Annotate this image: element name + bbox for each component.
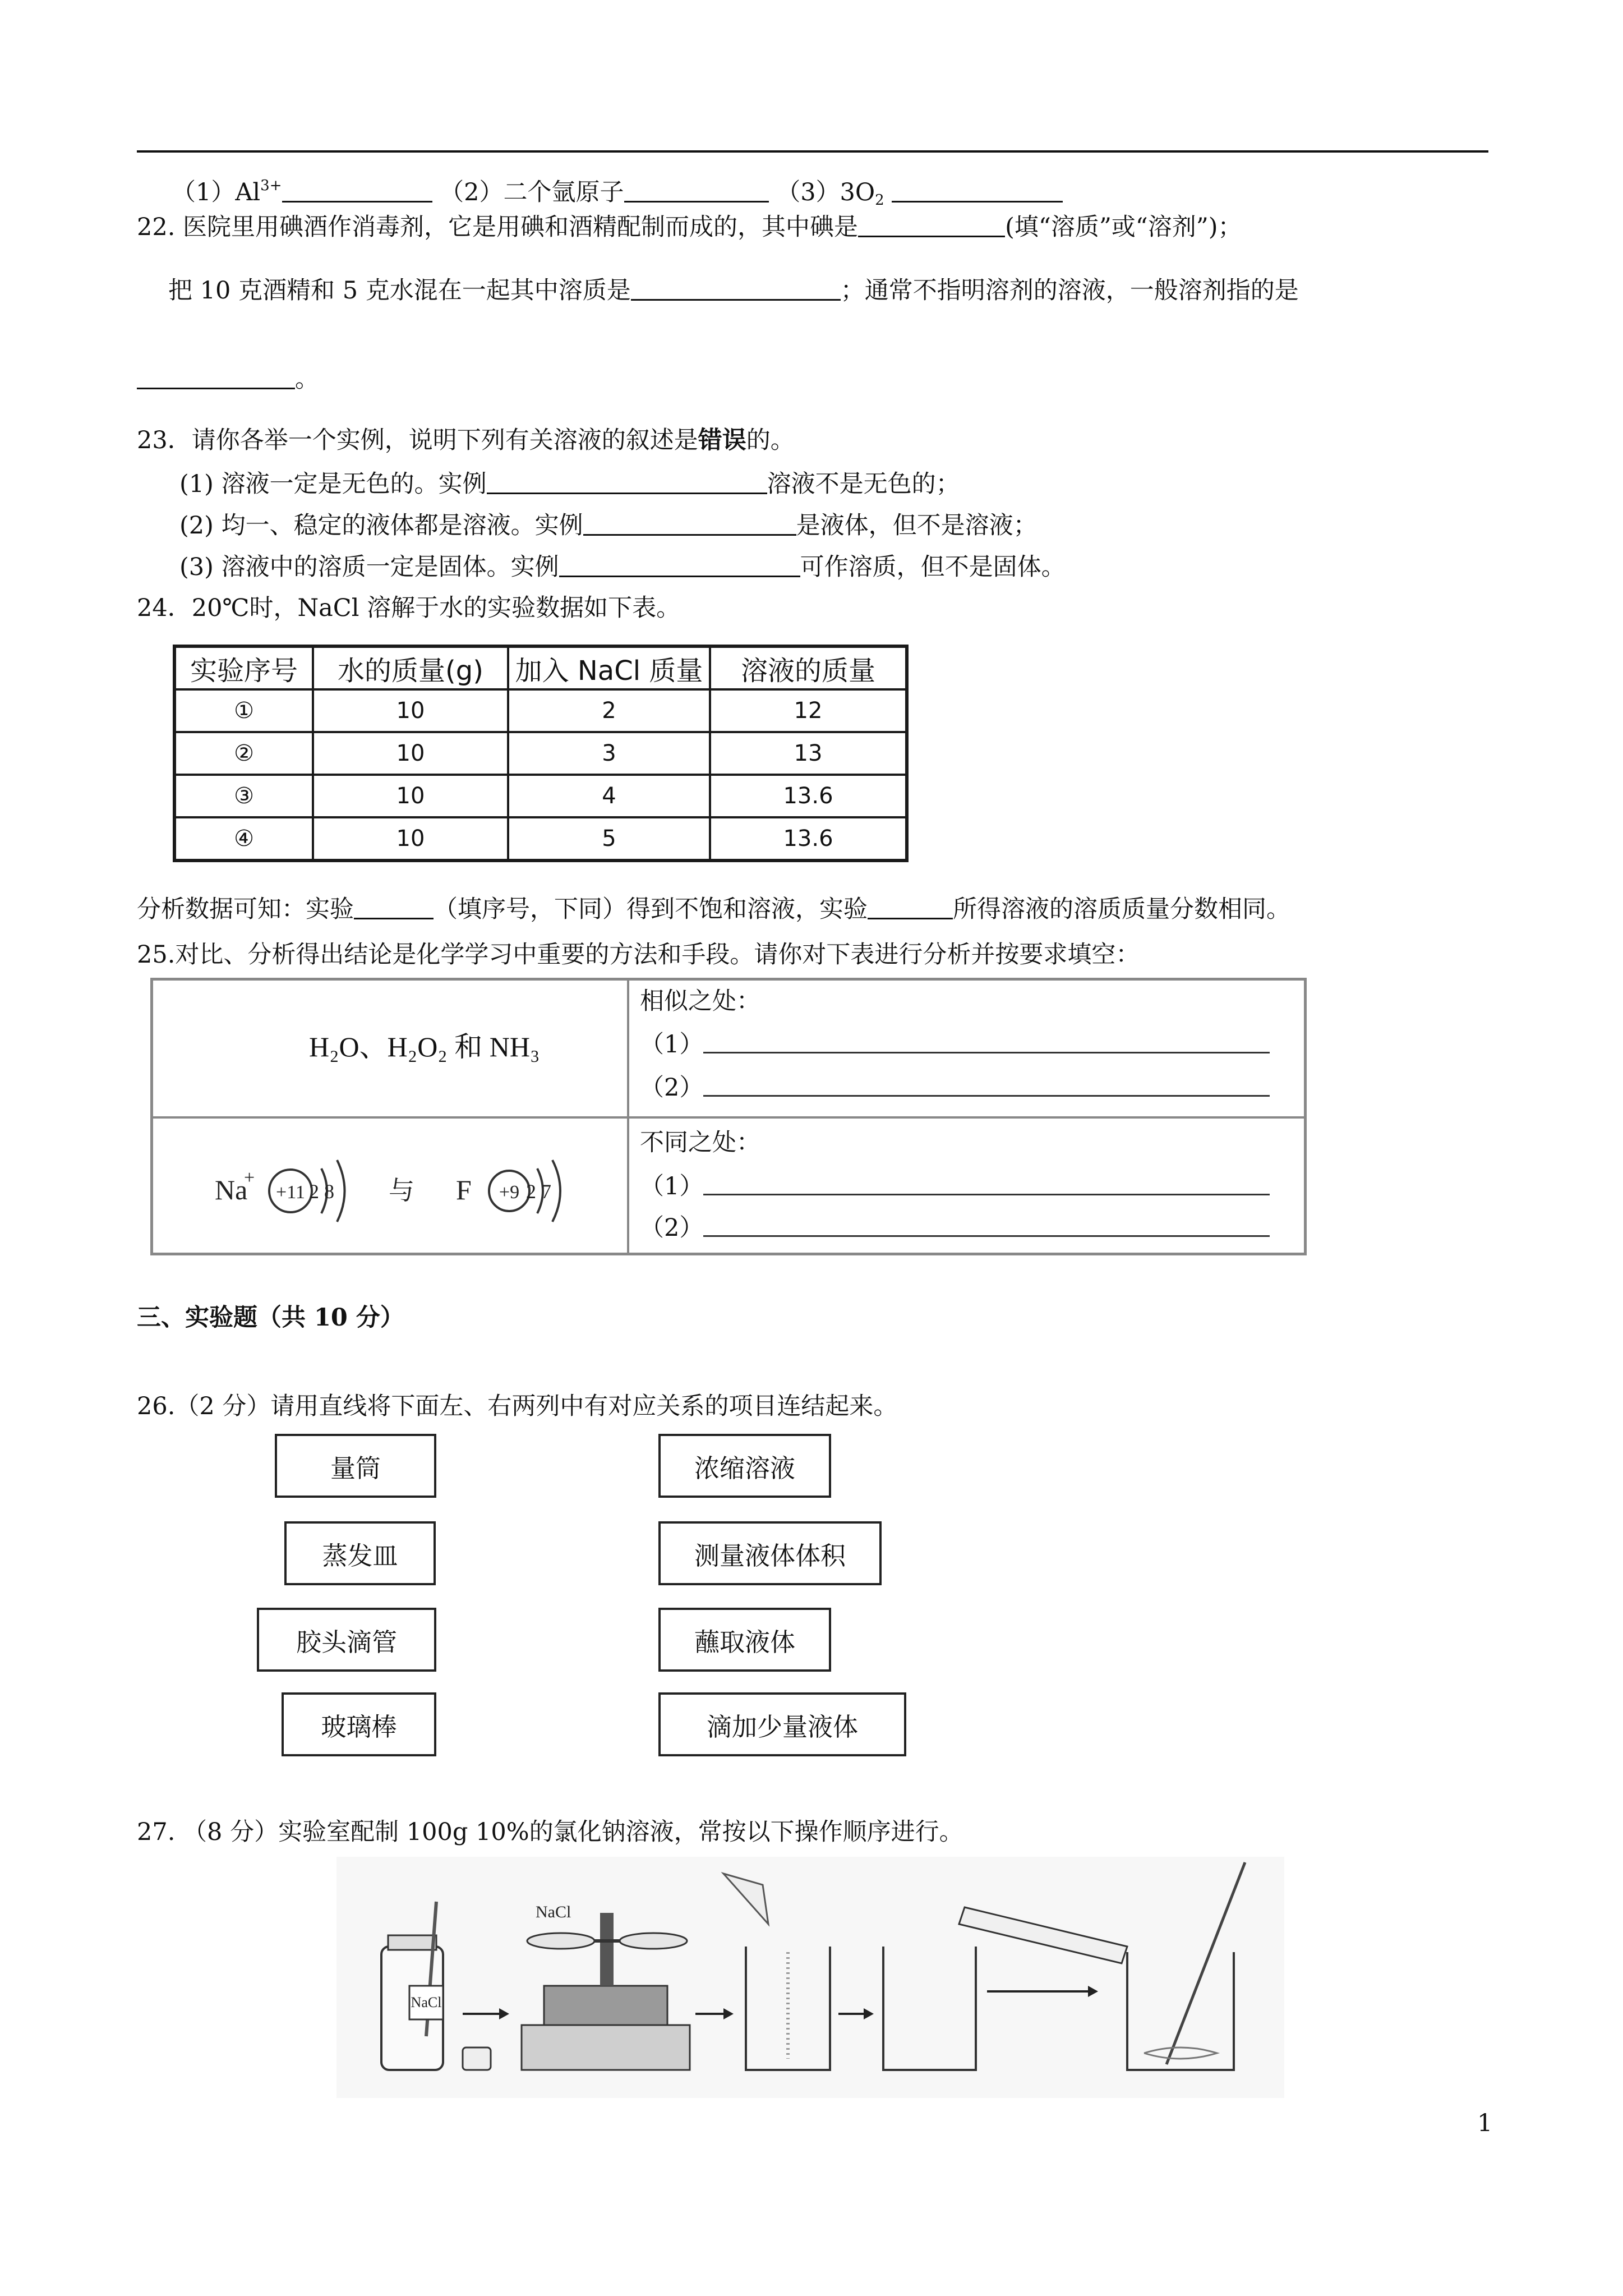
q24-blank-2[interactable] <box>868 892 953 919</box>
q21-part1-sup: 3+ <box>260 177 282 194</box>
q24-table <box>173 645 909 862</box>
table-cell: ① <box>174 689 313 732</box>
right-item-concentrate[interactable] <box>658 1434 831 1498</box>
table-cell: 2 <box>508 689 710 732</box>
q23-intro-end: 的。 <box>746 426 795 454</box>
table-cell: 13.6 <box>710 817 907 861</box>
q22-blank-1[interactable] <box>858 210 1005 237</box>
q22-text2: 把 10 克酒精和 5 克水混在一起其中溶质是 <box>168 277 631 305</box>
q24-intro: 24．20℃时，NaCl 溶解于水的实验数据如下表。 <box>137 594 681 622</box>
header-rule <box>137 150 1488 153</box>
q25-intro: 25.对比、分析得出结论是化学学习中重要的方法和手段。请你对下表进行分析并按要求填空： <box>137 941 1140 969</box>
q23-item-1-text: (1) 溶液一定是无色的。实例 <box>179 470 487 498</box>
q26-intro: 26.（2 分）请用直线将下面左、右两列中有对应关系的项目连结起来。 <box>137 1392 898 1420</box>
bottle-cap-icon <box>463 2047 491 2070</box>
q24-analysis <box>137 892 1290 926</box>
right-item-label: 浓缩溶液 <box>694 1453 795 1483</box>
q25-similar-1-label: （1） <box>640 1030 704 1059</box>
right-item-measure-volume[interactable] <box>658 1521 882 1585</box>
table-cell: 13 <box>710 732 907 775</box>
table-cell: 10 <box>313 775 508 817</box>
solution-preparation-illustration <box>336 1857 1284 2098</box>
q23-item-1-end: 溶液不是无色的； <box>767 470 960 498</box>
q25-similar-blank-1[interactable] <box>703 1029 1270 1053</box>
left-item-label: 蒸发皿 <box>322 1540 398 1571</box>
q23-item-3-text: (3) 溶液中的溶质一定是固体。实例 <box>179 553 559 581</box>
section3-title: 三、实验题（共 10 分） <box>137 1304 404 1332</box>
q23-item-3 <box>179 550 1066 583</box>
q25-table-divider-h <box>153 1116 1304 1119</box>
q24-analysis-text2: （填序号，下同）得到不饱和溶液，实验 <box>434 895 868 923</box>
q23-item-2-text: (2) 均一、稳定的液体都是溶液。实例 <box>179 512 583 540</box>
q21-part2: （2）二个氩原子 <box>440 178 624 206</box>
q21-blank-3[interactable] <box>892 175 1063 203</box>
table-cell: 3 <box>508 732 710 775</box>
table-cell: 10 <box>313 817 508 861</box>
q25-different-2 <box>640 1212 1270 1244</box>
q21-part1: （1）Al <box>172 178 261 206</box>
f-symbol: F <box>456 1174 472 1205</box>
right-item-label: 测量液体体积 <box>694 1540 846 1571</box>
q23-blank-2[interactable] <box>583 508 796 536</box>
table-row <box>174 817 907 861</box>
q25-similar-1 <box>640 1028 1270 1061</box>
q27-intro: 27. （8 分）实验室配制 100g 10%的氯化钠溶液，常按以下操作顺序进行。 <box>137 1818 963 1846</box>
right-item-dip-liquid[interactable] <box>658 1608 831 1672</box>
q23-item-2 <box>179 508 1038 542</box>
q25-similar-title: 相似之处： <box>640 987 760 1015</box>
scale-label: NaCl <box>536 1903 571 1921</box>
table-cell: ② <box>174 732 313 775</box>
q24-blank-1[interactable] <box>354 892 434 919</box>
right-item-label: 蘸取液体 <box>694 1627 795 1657</box>
q23-intro-bold: 错误 <box>698 426 746 454</box>
q22-line1 <box>137 210 1242 243</box>
q23-blank-3[interactable] <box>559 550 800 577</box>
q21-part3-sub: 2 <box>875 192 884 209</box>
na-shell-electrons: 2 8 <box>309 1180 334 1203</box>
table-cell: 13.6 <box>710 775 907 817</box>
table-cell: ④ <box>174 817 313 861</box>
q24-header-cell: 实验序号 <box>174 646 313 689</box>
na-nucleus-label: +11 <box>276 1182 305 1203</box>
left-item-label: 量筒 <box>330 1453 381 1483</box>
q22-text1-end: (填“溶质”或“溶剂”)； <box>1005 213 1242 241</box>
left-item-evaporating-dish[interactable] <box>284 1521 436 1585</box>
q23-item-2-end: 是液体，但不是溶液； <box>796 512 1038 540</box>
left-item-measuring-cylinder[interactable] <box>275 1434 436 1498</box>
left-item-label: 胶头滴管 <box>296 1627 397 1657</box>
q25-table <box>150 978 1307 1255</box>
q22-text1: 22. 医院里用碘酒作消毒剂，它是用碘和酒精配制而成的，其中碘是 <box>137 213 859 241</box>
q25-similar-2 <box>640 1071 1270 1104</box>
q23-intro-text: 23．请你各举一个实例，说明下列有关溶液的叙述是 <box>137 426 698 454</box>
q22-blank-3[interactable] <box>137 362 295 389</box>
q25-different-title: 不同之处： <box>640 1129 760 1157</box>
q24-header-row <box>174 646 907 689</box>
table-cell: 10 <box>313 689 508 732</box>
q21-blank-1[interactable] <box>282 175 432 203</box>
q23-intro <box>137 424 795 457</box>
q25-similar-2-label: （2） <box>640 1074 704 1102</box>
q25-different-blank-1[interactable] <box>703 1171 1270 1195</box>
q25-different-1-label: （1） <box>640 1172 704 1200</box>
q22-line3 <box>137 362 319 395</box>
table-cell: 4 <box>508 775 710 817</box>
q24-header-cell: 水的质量(g) <box>313 646 508 689</box>
table-row <box>174 689 907 732</box>
q23-item-3-end: 可作溶质，但不是固体。 <box>800 553 1066 581</box>
q23-blank-1[interactable] <box>487 467 767 494</box>
q24-header-cell: 加入 NaCl 质量 <box>508 646 710 689</box>
q24-header-cell: 溶液的质量 <box>710 646 907 689</box>
na-symbol: Na <box>215 1174 248 1205</box>
q25-formula-text: H₂O、H₂O₂ 和 NH₃ <box>309 1031 540 1062</box>
q21-part3: （3）3O <box>776 178 875 206</box>
atom-structure-diagram <box>209 1138 602 1233</box>
q25-formulas <box>309 1024 540 1065</box>
f-shell-electrons: 2 7 <box>526 1180 551 1203</box>
table-row <box>174 732 907 775</box>
table-cell: ③ <box>174 775 313 817</box>
left-item-label: 玻璃棒 <box>321 1711 397 1742</box>
jar-label: NaCl <box>411 1994 442 2010</box>
q22-text3-end: 。 <box>295 365 319 393</box>
and-word: 与 <box>389 1176 414 1205</box>
f-shell-arc <box>552 1160 560 1222</box>
q25-different-blank-2[interactable] <box>703 1213 1270 1237</box>
left-item-glass-rod[interactable] <box>282 1692 436 1756</box>
table-cell: 5 <box>508 817 710 861</box>
na-shell-arc <box>337 1160 345 1222</box>
q22-blank-2[interactable] <box>631 273 841 301</box>
q24-analysis-text3: 所得溶液的溶质质量分数相同。 <box>953 895 1290 923</box>
na-charge: + <box>244 1167 255 1188</box>
f-nucleus-label: +9 <box>499 1182 520 1203</box>
page-number: 1 <box>1477 2109 1493 2137</box>
left-item-dropper[interactable] <box>257 1608 436 1672</box>
q25-different-2-label: （2） <box>640 1214 704 1242</box>
right-item-label: 滴加少量液体 <box>706 1711 858 1742</box>
q22-text2-end: ；通常不指明溶剂的溶液，一般溶剂指的是 <box>840 277 1299 305</box>
q25-different-1 <box>640 1170 1270 1203</box>
q21-blank-2[interactable] <box>624 175 769 203</box>
table-cell: 10 <box>313 732 508 775</box>
q24-analysis-text1: 分析数据可知：实验 <box>137 895 354 923</box>
q25-similar-blank-2[interactable] <box>703 1073 1270 1097</box>
q23-item-1 <box>179 467 960 500</box>
table-cell: 12 <box>710 689 907 732</box>
right-item-add-drops[interactable] <box>658 1692 906 1756</box>
table-row <box>174 775 907 817</box>
q22-line2 <box>168 273 1299 307</box>
